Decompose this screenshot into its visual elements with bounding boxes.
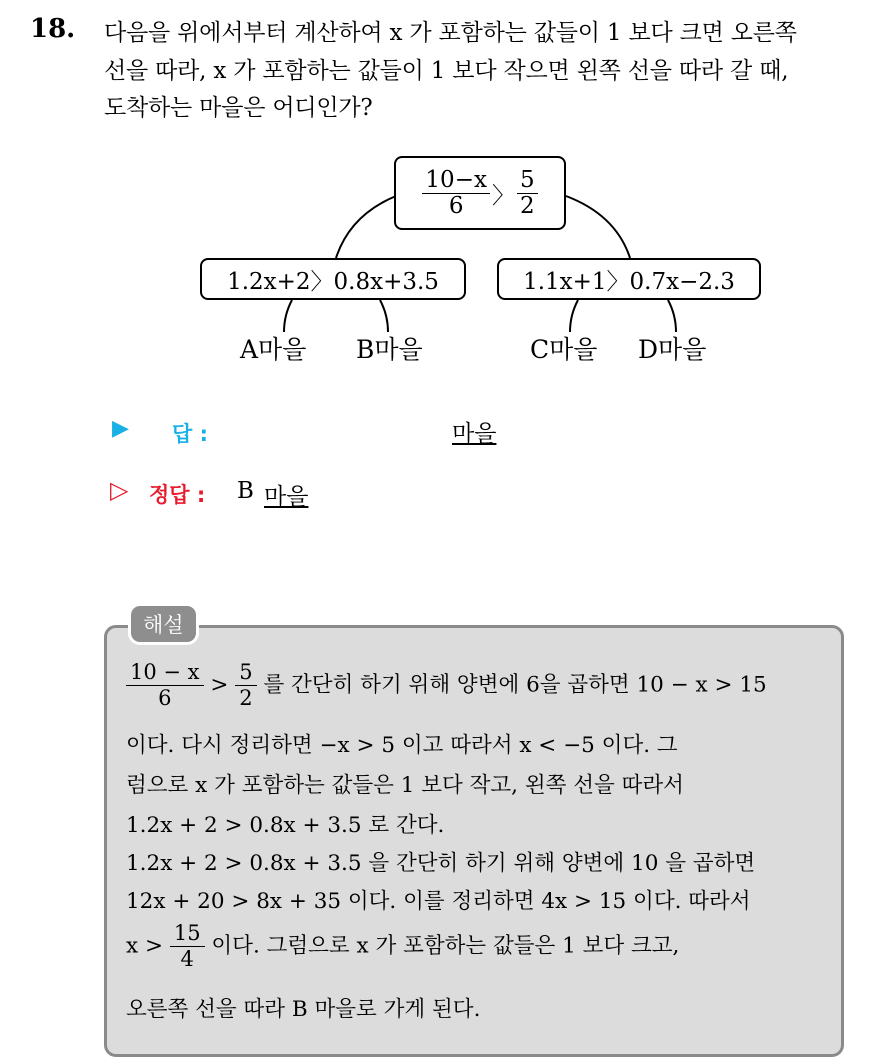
tree-right-node: 1.1x+1〉0.7x−2.3 [497, 258, 761, 300]
leaf-c-village: C마을 [530, 335, 598, 364]
leaf-a-village: A마을 [240, 335, 307, 364]
explanation-line-6: 12x + 20 > 8x + 35 이다. 이를 정리하면 4x > 15 이다. 따라서 [126, 889, 751, 914]
explanation-line-1 [126, 660, 767, 711]
root-operator: 〉 [491, 182, 515, 209]
expl-line-7-pre: x > [126, 933, 163, 959]
root-right-fraction [517, 168, 538, 217]
expl-line-1-text: 를 간단히 하기 위해 양변에 6을 곱하면 10 − x > 15 [263, 672, 767, 698]
tree-root-node [394, 156, 566, 230]
explanation-line-3: 럼으로 x 가 포함하는 값들은 1 보다 작고, 왼쪽 선을 따라서 [126, 773, 684, 798]
leaf-b-village: B마을 [356, 335, 423, 364]
leaf-d-village: D마을 [638, 335, 707, 364]
question-line-3: 도착하는 마을은 어디인가? [104, 95, 373, 121]
explanation-tag: 해설 [128, 603, 199, 645]
expl-fraction-2 [235, 660, 256, 711]
question-line-2: 선을 따라, x 가 포함하는 값들이 1 보다 작으면 왼쪽 선을 따라 갈 때, [104, 58, 789, 84]
correct-marker-icon: ▷ [110, 476, 129, 504]
answer-blank-value: 마을 [452, 421, 497, 447]
expl-fraction-3-num: 15 [170, 921, 205, 947]
expl-fraction-3-den: 4 [180, 947, 194, 972]
root-right-numerator: 5 [517, 168, 538, 193]
explanation-line-8: 오른쪽 선을 따라 B 마을로 가게 된다. [126, 997, 481, 1022]
root-denominator: 6 [448, 192, 464, 219]
correct-answer-prefix: B [237, 478, 254, 504]
expl-fraction-1-den: 6 [158, 686, 172, 711]
answer-marker-icon: ▶ [112, 416, 129, 441]
expl-fraction-3 [170, 921, 205, 972]
explanation-line-2: 이다. 다시 정리하면 −x > 5 이고 따라서 x < −5 이다. 그 [126, 733, 678, 758]
answer-label: 답 : [172, 422, 208, 446]
expl-fraction-2-den: 2 [239, 686, 253, 711]
root-left-fraction [422, 168, 490, 217]
explanation-line-7 [126, 921, 679, 972]
explanation-line-4: 1.2x + 2 > 0.8x + 3.5 로 간다. [126, 813, 445, 838]
expl-operator-1: > [210, 672, 229, 698]
expl-fraction-1 [126, 660, 204, 711]
correct-answer-value: 마을 [264, 484, 309, 510]
expl-line-7-text: 이다. 그럼으로 x 가 포함하는 값들은 1 보다 크고, [211, 933, 680, 959]
correct-answer-label: 정답 : [149, 483, 206, 507]
explanation-line-5: 1.2x + 2 > 0.8x + 3.5 을 간단히 하기 위해 양변에 10 을 곱하면 [126, 851, 756, 876]
root-right-denominator: 2 [519, 192, 535, 219]
question-line-1: 다음을 위에서부터 계산하여 x 가 포함하는 값들이 1 보다 크면 오른쪽 [104, 20, 797, 46]
tree-left-node: 1.2x+2〉0.8x+3.5 [200, 258, 466, 300]
root-numerator: 10−x [422, 168, 490, 193]
expl-fraction-2-num: 5 [235, 660, 256, 686]
question-number: 18. [30, 14, 76, 44]
expl-fraction-1-num: 10 − x [126, 660, 204, 686]
